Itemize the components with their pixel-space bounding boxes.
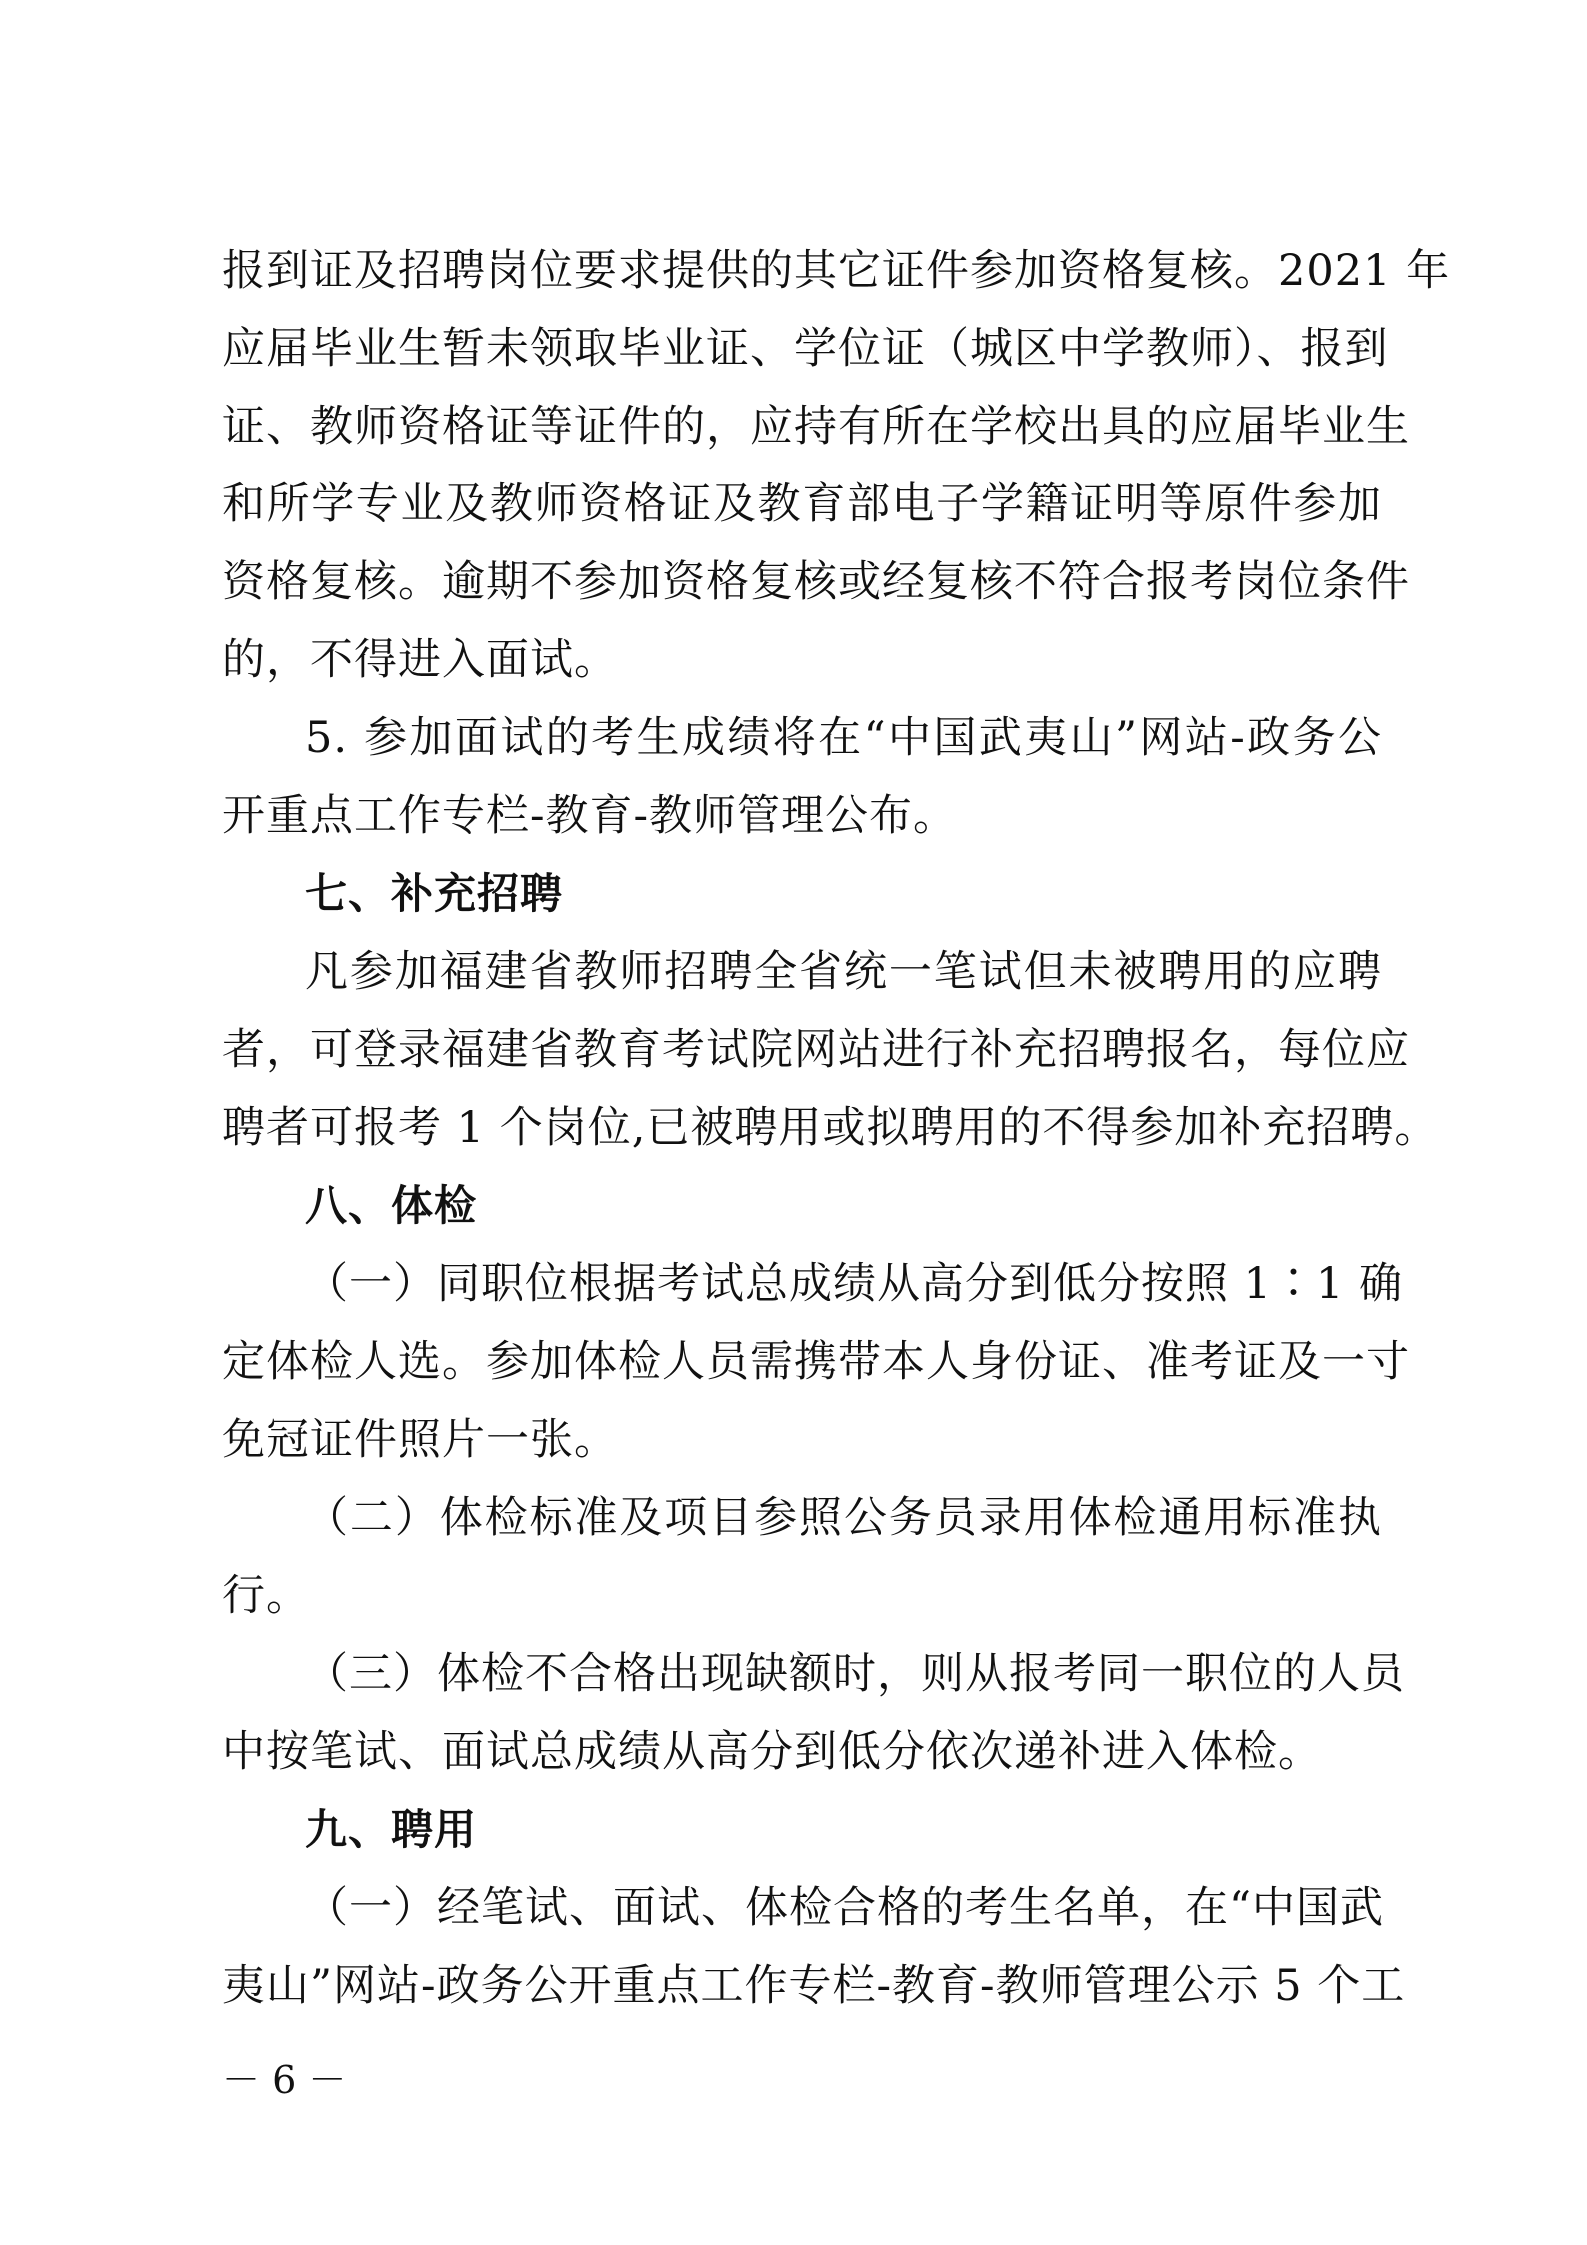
paragraph-line: 免冠证件照片一张。 bbox=[222, 1415, 618, 1465]
paragraph-line: 夷山”网站-政务公开重点工作专栏-教育-教师管理公示 5 个工 bbox=[222, 1961, 1406, 2011]
paragraph-line: 凡参加福建省教师招聘全省统一笔试但未被聘用的应聘 bbox=[305, 947, 1382, 997]
paragraph-line: 中按笔试、面试总成绩从高分到低分依次递补进入体检。 bbox=[222, 1727, 1322, 1777]
paragraph-line: 的，不得进入面试。 bbox=[222, 635, 618, 685]
paragraph-line: （二）体检标准及项目参照公务员录用体检通用标准执 bbox=[305, 1493, 1382, 1543]
paragraph-line: 证、教师资格证等证件的，应持有所在学校出具的应届毕业生 bbox=[222, 402, 1410, 452]
section-heading: 八、体检 bbox=[305, 1181, 478, 1230]
paragraph-line: （三）体检不合格出现缺额时，则从报考同一职位的人员 bbox=[305, 1649, 1405, 1699]
paragraph-line: 应届毕业生暂未领取毕业证、学位证（城区中学教师）、报到 bbox=[222, 324, 1389, 374]
paragraph-line: （一）同职位根据考试总成绩从高分到低分按照 1∶1 确 bbox=[305, 1259, 1404, 1309]
page-number: － 6 － bbox=[222, 2058, 347, 2102]
paragraph-line: 定体检人选。参加体检人员需携带本人身份证、准考证及一寸 bbox=[222, 1337, 1410, 1387]
section-heading: 七、补充招聘 bbox=[305, 869, 564, 918]
paragraph-line: 者，可登录福建省教育考试院网站进行补充招聘报名，每位应 bbox=[222, 1025, 1410, 1075]
paragraph-line: 和所学专业及教师资格证及教育部电子学籍证明等原件参加 bbox=[222, 479, 1382, 529]
paragraph-line: （一）经笔试、面试、体检合格的考生名单，在“中国武 bbox=[305, 1883, 1384, 1933]
paragraph-line: 报到证及招聘岗位要求提供的其它证件参加资格复核。2021 年 bbox=[222, 246, 1451, 296]
paragraph-line: 开重点工作专栏-教育-教师管理公布。 bbox=[222, 791, 958, 841]
paragraph-line: 行。 bbox=[222, 1571, 310, 1621]
paragraph-line: 资格复核。逾期不参加资格复核或经复核不符合报考岗位条件 bbox=[222, 557, 1410, 607]
paragraph-line: 聘者可报考 1 个岗位,已被聘用或拟聘用的不得参加补充招聘。 bbox=[222, 1103, 1439, 1153]
section-heading: 九、聘用 bbox=[305, 1805, 478, 1854]
paragraph-line: 5. 参加面试的考生成绩将在“中国武夷山”网站-政务公 bbox=[305, 713, 1382, 763]
